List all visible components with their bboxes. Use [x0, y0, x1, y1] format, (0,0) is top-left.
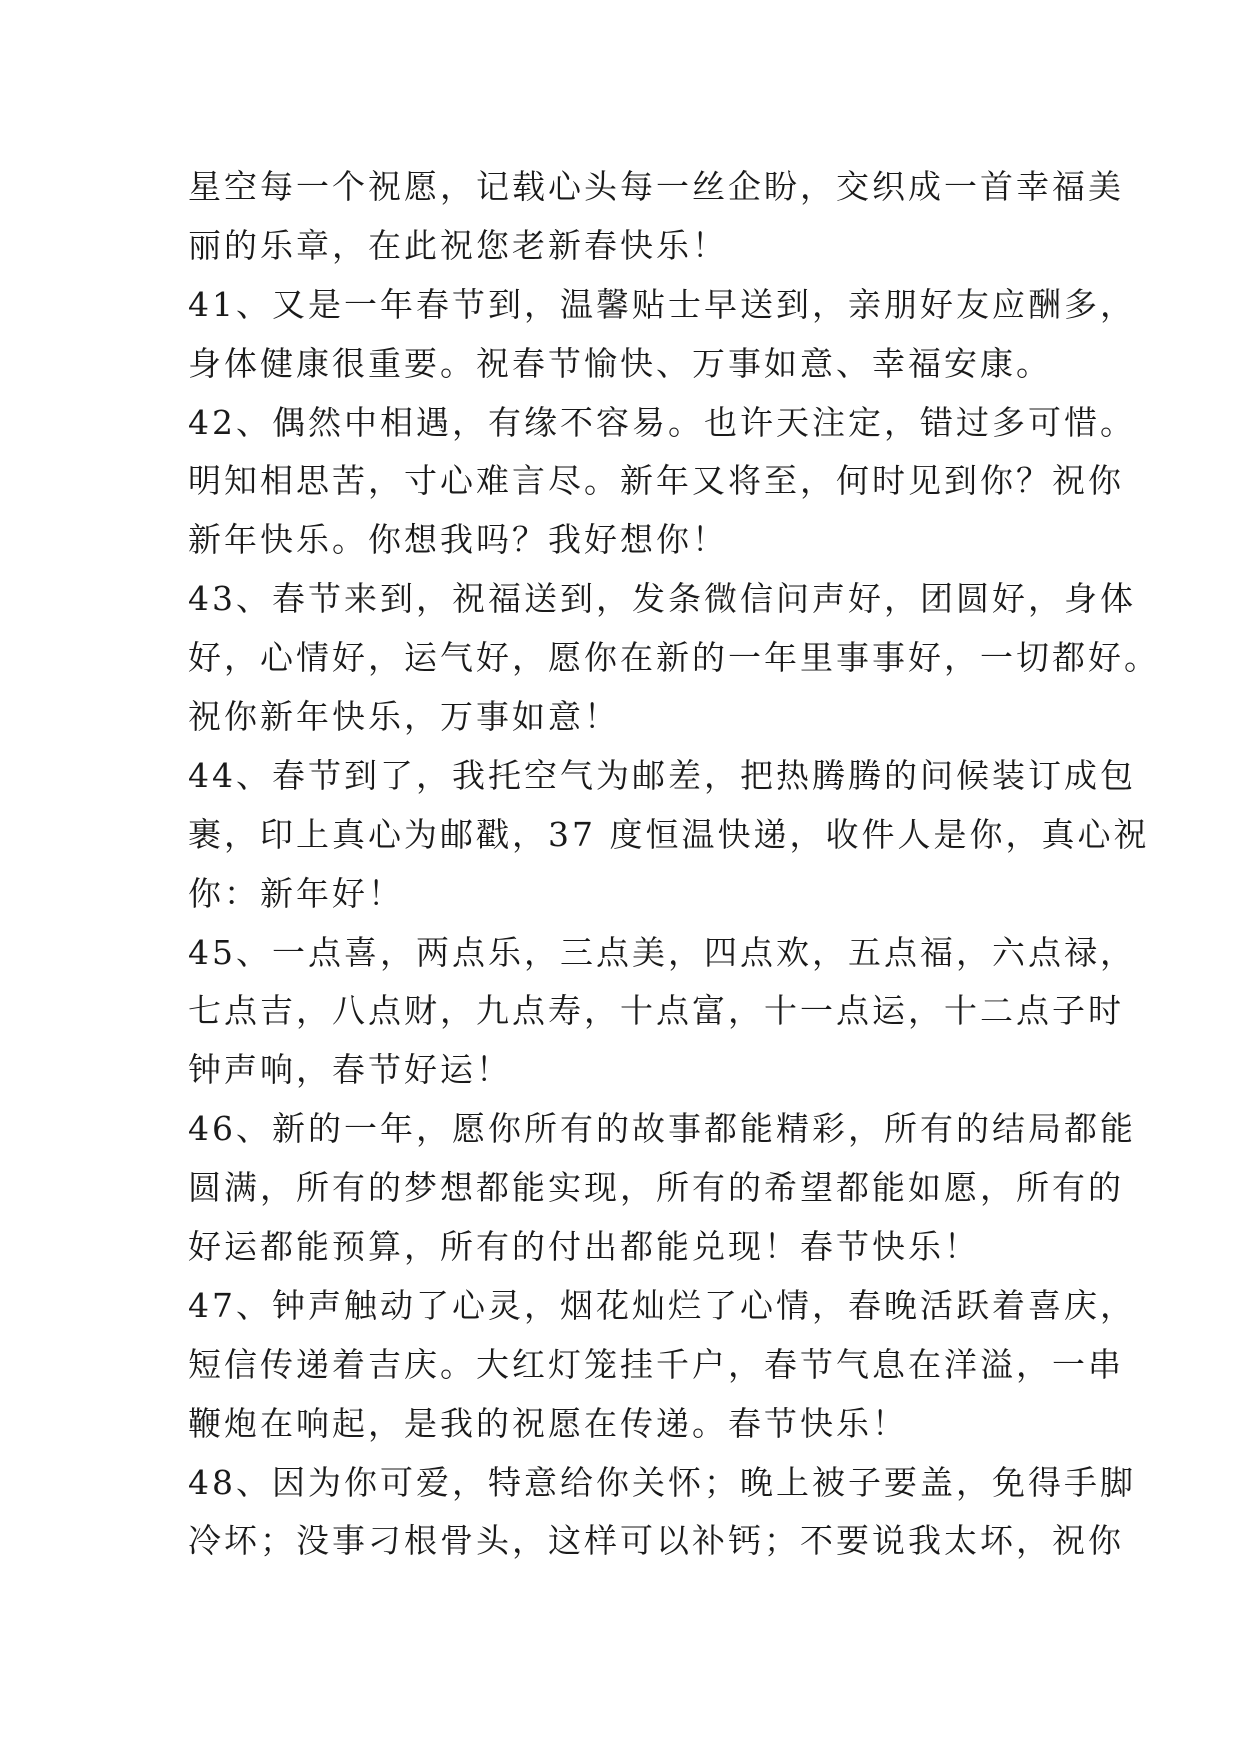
text-line: 46、新的一年，愿你所有的故事都能精彩，所有的结局都能: [188, 1109, 1136, 1149]
text-line: 43、春节来到，祝福送到，发条微信问声好，团圆好，身体: [188, 579, 1136, 619]
text-line: 41、又是一年春节到，温馨贴士早送到，亲朋好友应酬多，: [188, 284, 1136, 324]
text-line: 明知相思苦，寸心难言尽。新年又将至，何时见到你？祝你: [188, 461, 1124, 501]
text-line: 45、一点喜，两点乐，三点美，四点欢，五点福，六点禄，: [188, 932, 1136, 972]
text-line: 祝你新年快乐，万事如意！: [188, 697, 620, 737]
text-line: 丽的乐章，在此祝您老新春快乐！: [188, 225, 728, 265]
text-line: 47、钟声触动了心灵，烟花灿烂了心情，春晚活跃着喜庆，: [188, 1285, 1136, 1325]
text-line: 好，心情好，运气好，愿你在新的一年里事事好，一切都好。: [188, 638, 1160, 678]
text-line: 42、偶然中相遇，有缘不容易。也许天注定，错过多可惜。: [188, 402, 1136, 442]
text-line: 44、春节到了，我托空气为邮差，把热腾腾的问候装订成包: [188, 755, 1136, 795]
document-body: [188, 158, 1160, 1571]
text-line: 你：新年好！: [188, 873, 404, 913]
text-line: 裹，印上真心为邮戳，37 度恒温快递，收件人是你，真心祝: [188, 814, 1150, 854]
text-line: 好运都能预算，所有的付出都能兑现！春节快乐！: [188, 1227, 980, 1267]
text-line: 星空每一个祝愿，记载心头每一丝企盼，交织成一首幸福美: [188, 167, 1124, 206]
text-line: 钟声响，春节好运！: [188, 1050, 512, 1090]
text-line: 七点吉，八点财，九点寿，十点富，十一点运，十二点子时: [188, 991, 1124, 1031]
text-line: 身体健康很重要。祝春节愉快、万事如意、幸福安康。: [188, 343, 1052, 383]
text-line: 新年快乐。你想我吗？我好想你！: [188, 520, 728, 560]
text-line: 圆满，所有的梦想都能实现，所有的希望都能如愿，所有的: [188, 1168, 1124, 1208]
text-line: 冷坏；没事刁根骨头，这样可以补钙；不要说我太坏，祝你: [188, 1521, 1124, 1561]
text-line: 48、因为你可爱，特意给你关怀；晚上被子要盖，免得手脚: [188, 1462, 1136, 1502]
text-line: 短信传递着吉庆。大红灯笼挂千户，春节气息在洋溢，一串: [188, 1344, 1124, 1384]
text-line: 鞭炮在响起，是我的祝愿在传递。春节快乐！: [188, 1403, 908, 1443]
